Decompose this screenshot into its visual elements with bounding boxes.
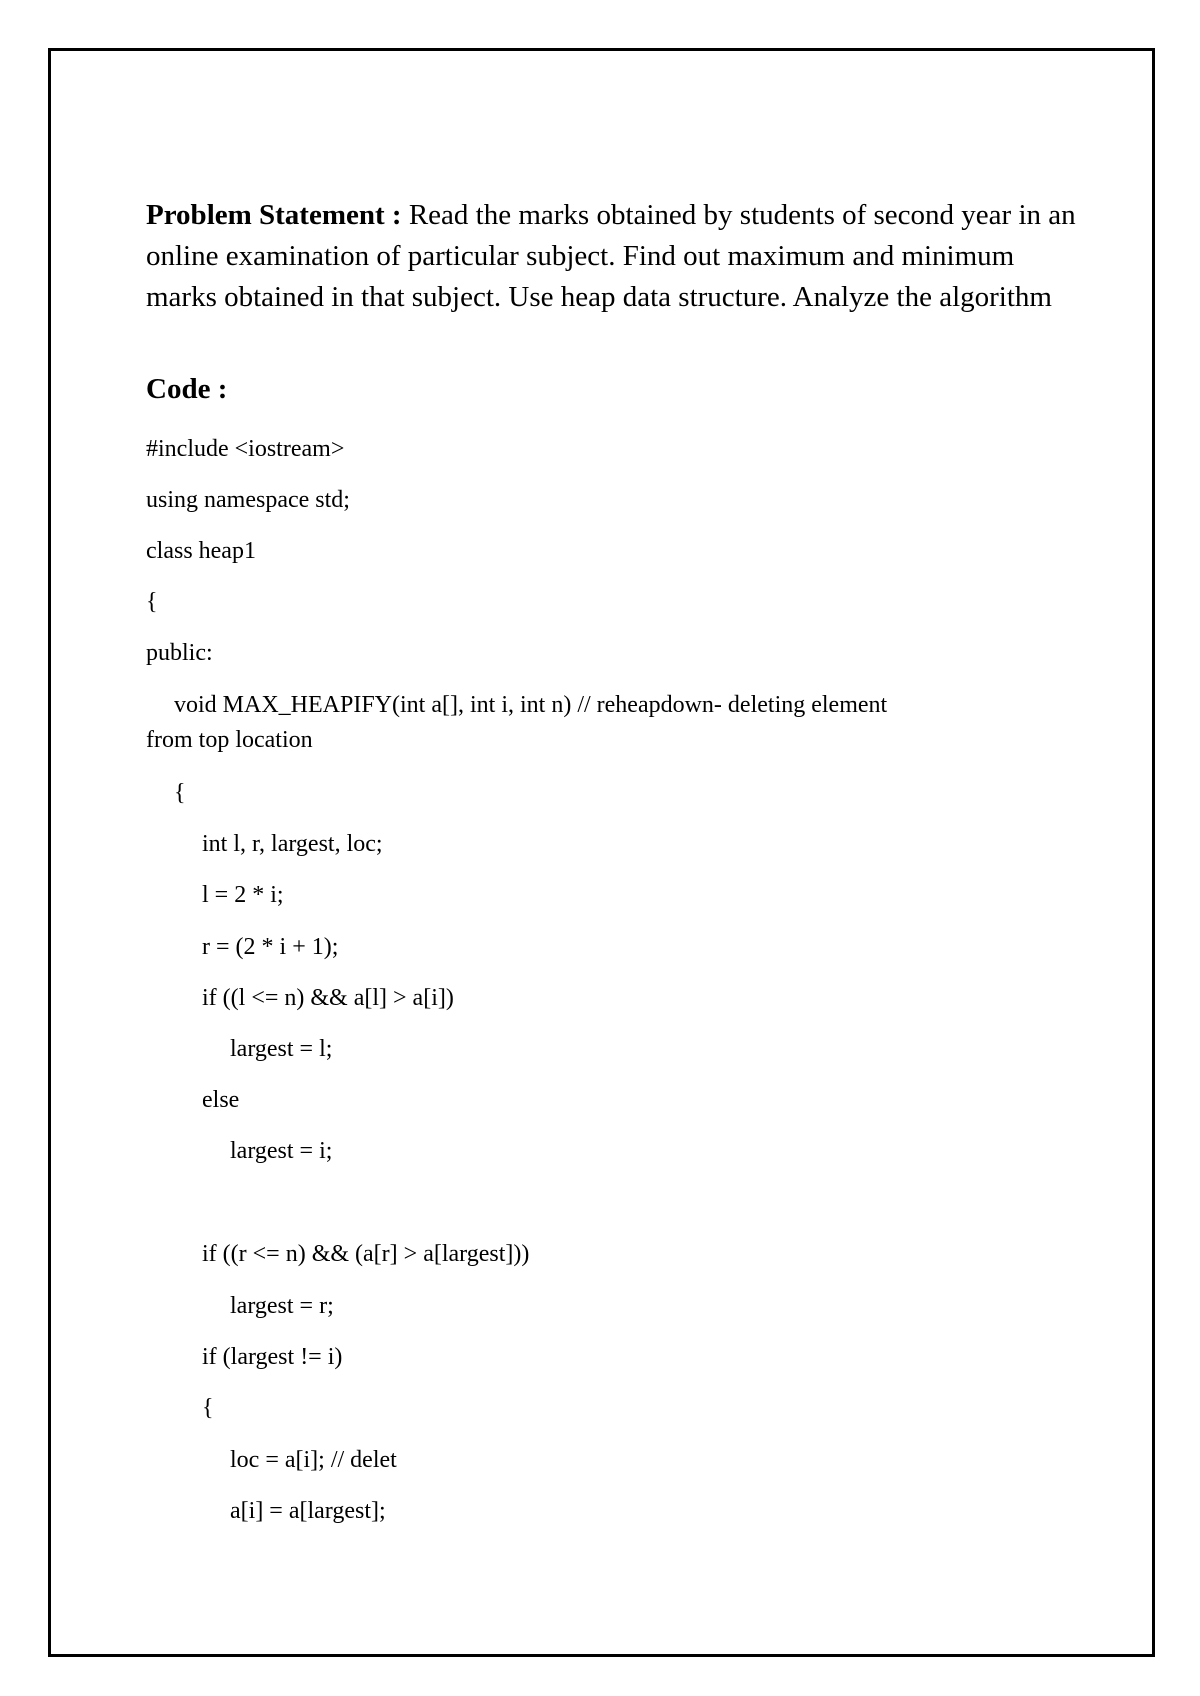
code-line: r = (2 * i + 1);: [202, 934, 339, 960]
code-line: else: [202, 1087, 240, 1113]
code-line: if ((l <= n) && a[l] > a[i]): [202, 985, 454, 1011]
code-line: {: [202, 1395, 214, 1421]
code-line: largest = l;: [230, 1036, 333, 1062]
code-line: largest = r;: [230, 1293, 334, 1319]
code-line: largest = i;: [230, 1138, 333, 1164]
code-line: {: [174, 780, 186, 806]
code-line: class heap1: [146, 538, 256, 564]
problem-statement-label: Problem Statement :: [146, 199, 402, 231]
code-line: if (largest != i): [202, 1344, 343, 1370]
code-line: l = 2 * i;: [202, 882, 284, 908]
code-line: {: [146, 589, 158, 615]
code-line: #include <iostream>: [146, 436, 345, 462]
code-line: using namespace std;: [146, 487, 350, 513]
code-line: loc = a[i]; // delet: [230, 1447, 397, 1473]
code-line: if ((r <= n) && (a[r] > a[largest])): [202, 1241, 530, 1267]
code-heading: Code :: [146, 373, 228, 405]
code-line: int l, r, largest, loc;: [202, 831, 383, 857]
code-line: a[i] = a[largest];: [230, 1498, 386, 1524]
code-line: void MAX_HEAPIFY(int a[], int i, int n) // reheapdown- deleting element: [174, 692, 888, 718]
code-line: from top location: [146, 727, 313, 753]
problem-statement: [146, 195, 1086, 318]
code-line: public:: [146, 640, 213, 666]
problem-statement-text: Read the marks obtained by students of second year in an online examination of particular subject. Find out maximum and minimum marks obtained in that subject. Use heap data structure. Analyze the algorithm: [146, 199, 1076, 313]
